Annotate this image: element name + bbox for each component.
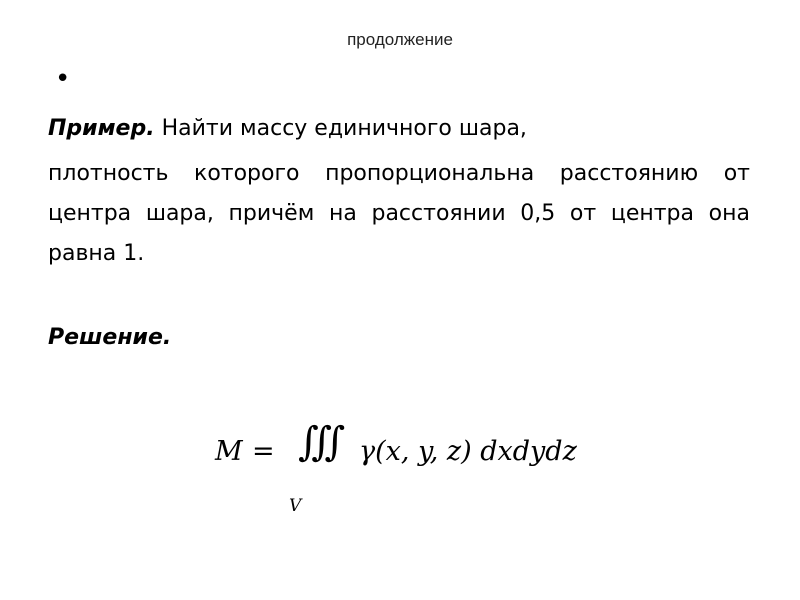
formula-integrand: γ(x, y, z) dxdydz bbox=[359, 436, 577, 467]
triple-integral-symbol: ∭ bbox=[298, 419, 328, 465]
solution-label: Решение. bbox=[48, 325, 172, 350]
mass-formula bbox=[0, 420, 800, 520]
formula-lhs: M bbox=[215, 436, 243, 467]
example-heading bbox=[48, 109, 750, 149]
example-label: Пример. bbox=[48, 116, 155, 141]
integration-domain: V bbox=[289, 496, 302, 516]
problem-paragraph: плотность которого пропорциональна расстоянию от центра шара, причём на расстоянии 0,5 от центра она равна 1. bbox=[48, 161, 750, 266]
example-text: Найти массу единичного шара, bbox=[154, 116, 527, 141]
formula-equals: = bbox=[252, 436, 275, 467]
bullet-point: • bbox=[55, 64, 71, 94]
slide-title: продолжение bbox=[347, 30, 453, 49]
